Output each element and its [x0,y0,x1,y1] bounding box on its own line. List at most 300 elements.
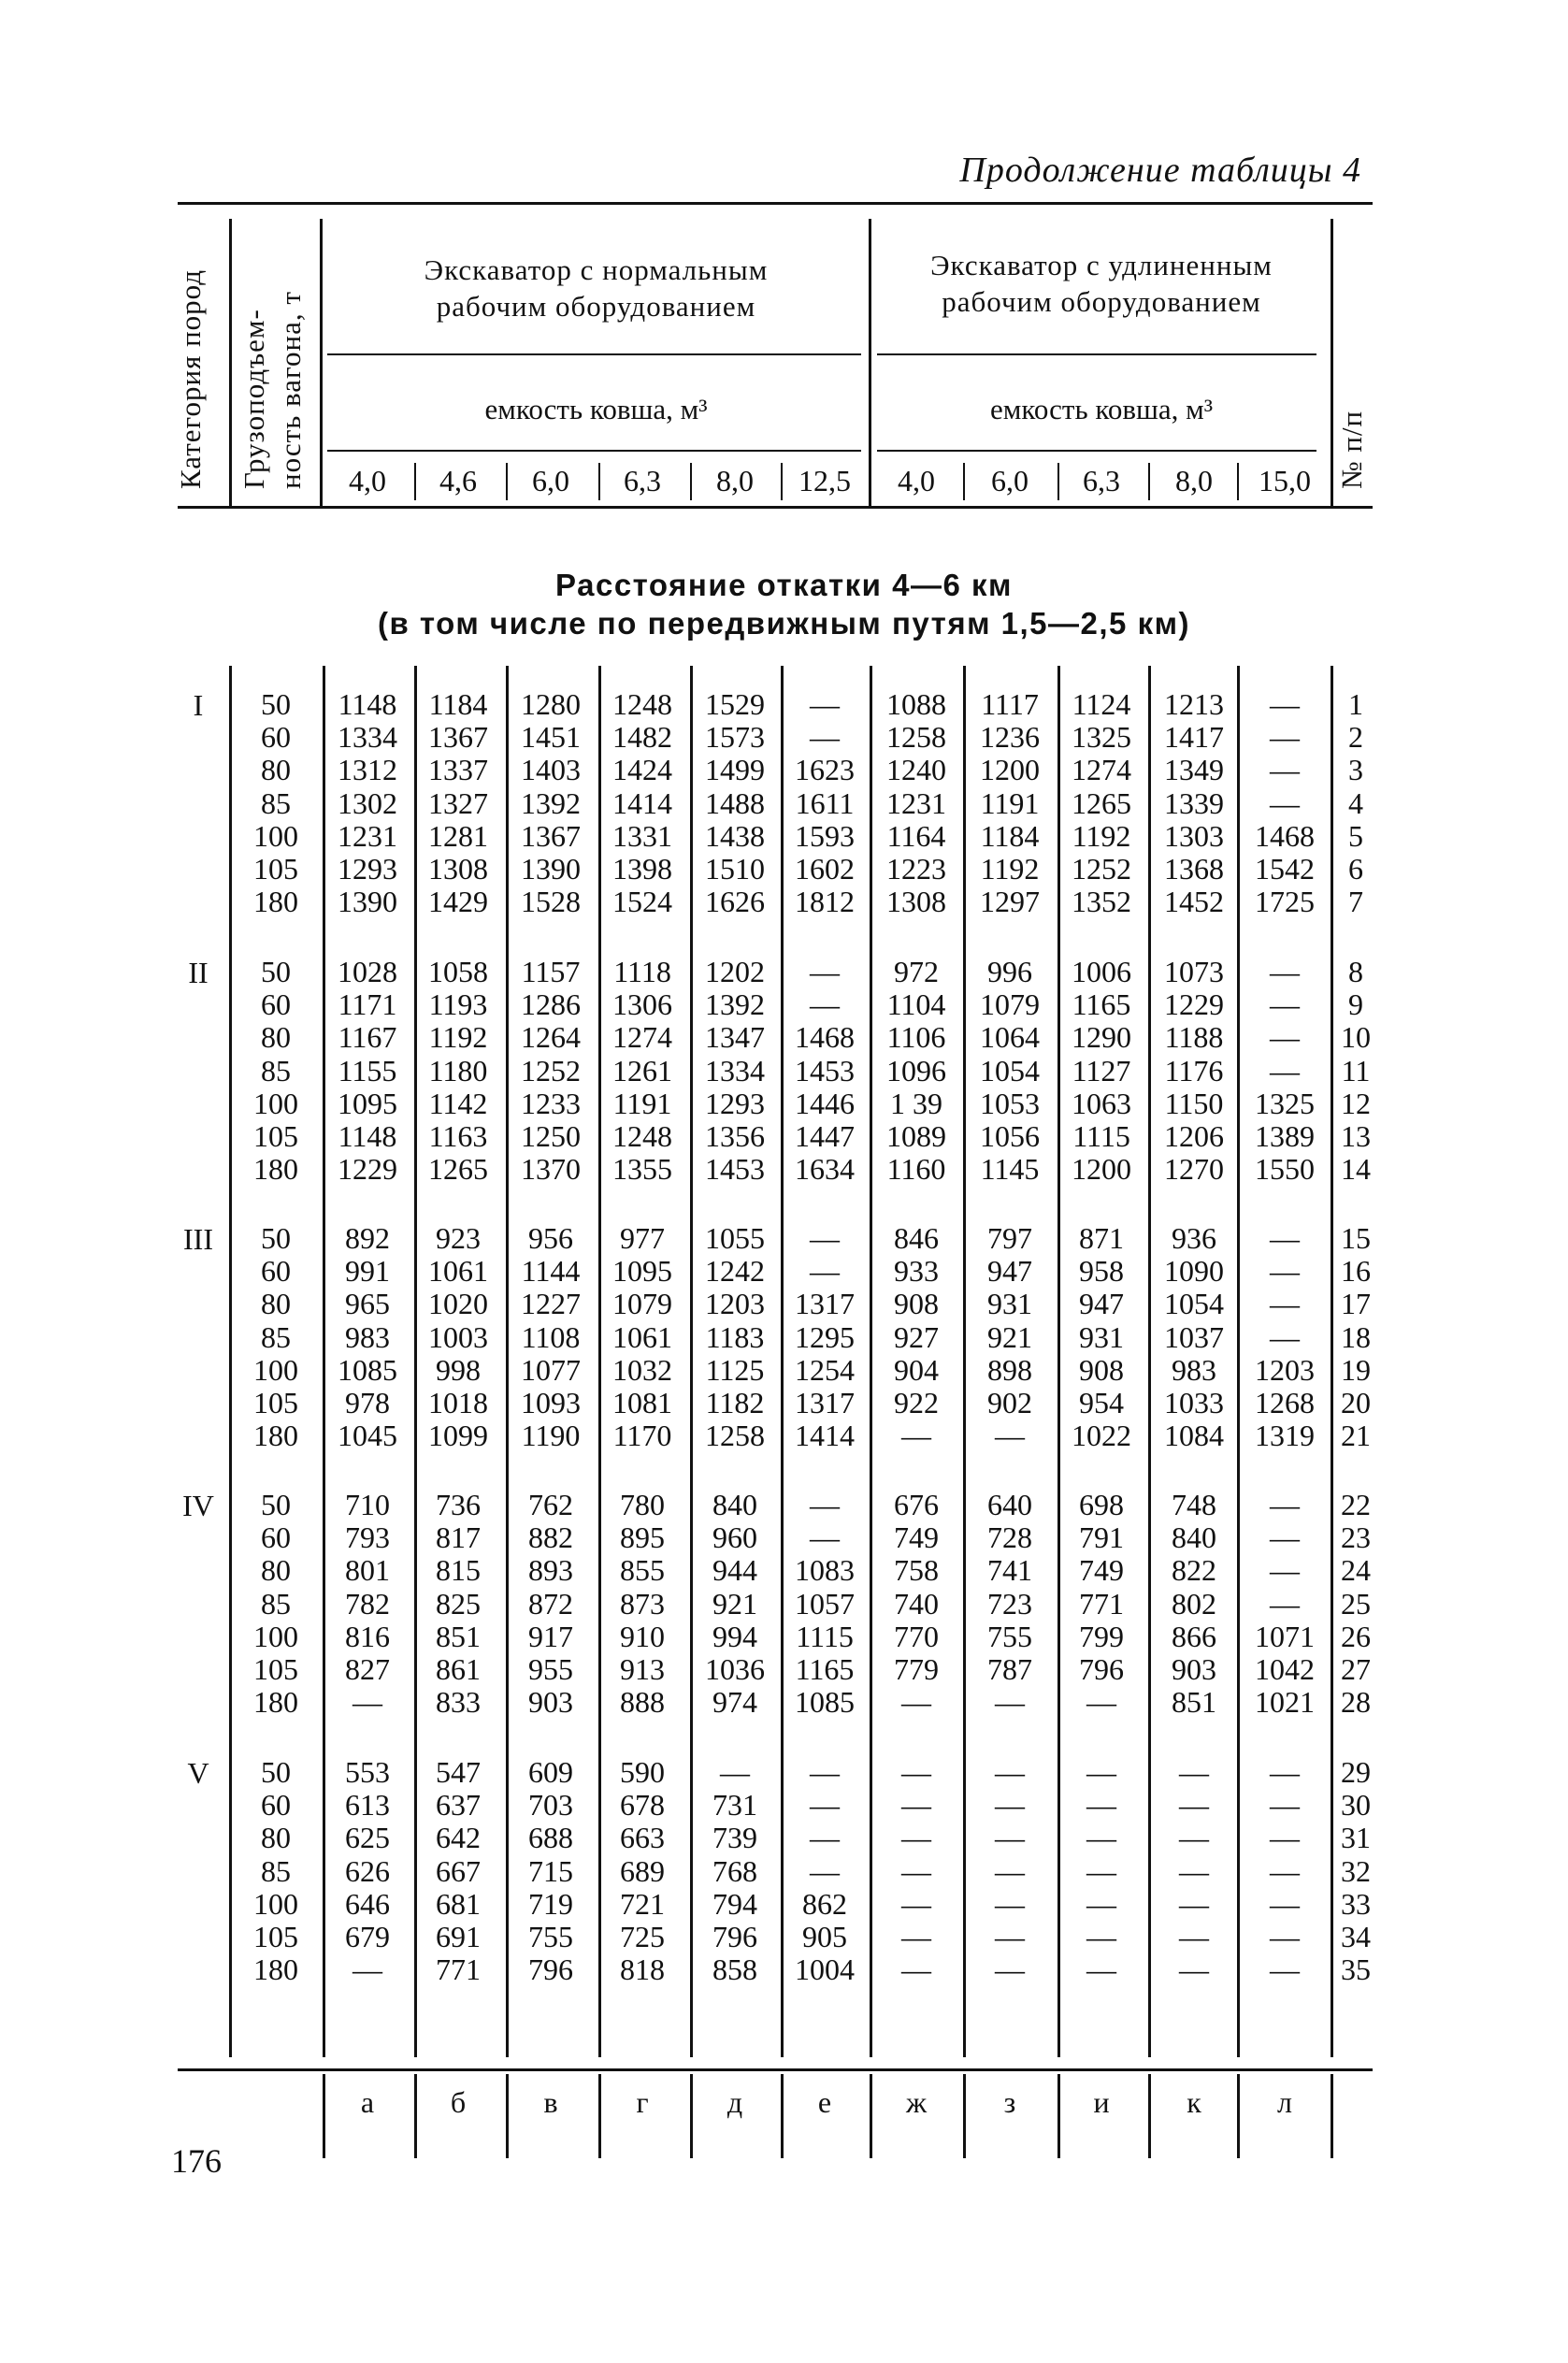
table-cell: 1725 [1255,885,1315,919]
wagon-capacity-value: 105 [253,1920,298,1953]
table-cell: 1055 [705,1221,765,1255]
row-number: 28 [1341,1685,1371,1720]
table-cell: 1144 [521,1254,581,1289]
wagon-capacity-value: 180 [253,1952,298,1987]
table-cell: 994 [712,1619,757,1653]
column-letter: б [450,2085,467,2119]
wagon-capacity-value: 85 [261,1853,291,1888]
table-cell: 626 [345,1853,390,1888]
table-cell: 1183 [705,1319,765,1354]
table-cell: 679 [345,1920,390,1953]
table-cell: 1290 [1072,1020,1131,1055]
capacity-header-line1: Грузоподъем- [237,309,270,489]
footer-separator [1148,2074,1151,2158]
table-cell: 1028 [338,955,397,988]
page-number: 176 [171,2142,222,2180]
table-cell: 590 [620,1755,665,1789]
table-cell: — [1270,785,1300,820]
wagon-capacity-value: 80 [261,1287,291,1321]
table-cell: 1452 [1164,885,1224,919]
table-cell: — [995,1853,1025,1888]
table-cell: 1403 [521,753,581,787]
table-cell: 1453 [705,1152,765,1187]
table-cell: 723 [987,1586,1032,1621]
bucket-capacity-header-extended: емкость ковша, м³ [990,393,1213,425]
wagon-capacity-value: 100 [253,1619,298,1653]
table-cell: 1155 [338,1053,397,1088]
table-cell: — [1270,1254,1300,1289]
category-column-header: Категория пород [174,268,207,489]
table-cell: 983 [1172,1352,1216,1387]
table-cell: 1370 [521,1152,581,1187]
table-cell: 1268 [1255,1386,1315,1419]
wagon-capacity-value: 100 [253,818,298,853]
table-cell: 1524 [612,885,672,919]
table-cell: 898 [987,1352,1032,1387]
bucket-size-value: 6,0 [991,464,1029,497]
table-cell: 719 [528,1886,573,1921]
table-cell: 840 [1172,1520,1216,1555]
table-cell: 1021 [1255,1685,1315,1720]
wagon-capacity-value: 180 [253,885,298,919]
table-cell: 818 [620,1952,665,1987]
table-cell: 1054 [980,1053,1040,1088]
table-cell: 1398 [612,852,672,886]
table-cell: 851 [436,1619,481,1653]
wagon-capacity-value: 60 [261,720,291,755]
table-cell: 827 [345,1652,390,1686]
table-cell: — [1270,753,1300,787]
table-cell: 908 [894,1287,939,1321]
table-cell: 1203 [1255,1352,1315,1387]
table-cell: 931 [1079,1319,1124,1354]
table-cell: 1368 [1164,852,1224,886]
section-title: Расстояние откатки 4—6 км (в том числе по передвижным путям 1,5—2,5 км) [377,568,1190,641]
table-cell: 902 [987,1386,1032,1419]
table-cell: 1233 [521,1086,581,1120]
table-cell: 1240 [886,753,946,787]
table-cell: 1079 [980,987,1040,1022]
wagon-capacity-value: 180 [253,1685,298,1720]
table-cell: 816 [345,1619,390,1653]
table-cell: 1447 [795,1119,855,1153]
table-cell: 1319 [1255,1419,1315,1453]
table-cell: — [1270,1755,1300,1789]
header-divider [320,219,323,506]
table-cell: 1392 [521,785,581,820]
table-cell: 1058 [428,955,488,988]
table-cell: — [1179,1920,1209,1953]
table-cell: — [901,1685,931,1720]
table-cell: 780 [620,1488,665,1521]
table-cell: — [1086,1685,1116,1720]
table-cell: — [810,1853,840,1888]
bucket-separator [963,463,965,500]
group-divider-rule [327,353,861,355]
table-cell: 749 [1079,1553,1124,1588]
table-cell: 1602 [795,852,855,886]
table-cell: 947 [1079,1287,1124,1321]
table-cell: — [810,1788,840,1823]
table-cell: 974 [712,1685,757,1720]
wagon-capacity-value: 50 [261,1221,291,1255]
table-cell: 642 [436,1821,481,1855]
table-cell: — [1270,1952,1300,1987]
table-cell: 1468 [795,1020,855,1055]
table-cell: 1623 [795,753,855,787]
table-cell: 1451 [521,720,581,755]
table-cell: 1258 [705,1419,765,1453]
normal-excavator-header: Экскаватор с нормальным рабочим оборудованием [424,253,769,323]
table-cell: 871 [1079,1221,1124,1255]
table-cell: 851 [1172,1685,1216,1720]
table-cell: 1079 [612,1287,672,1321]
table-cell: 861 [436,1652,481,1686]
table-cell: 1280 [521,687,581,721]
table-cell: 1160 [886,1152,946,1187]
wagon-capacity-value: 50 [261,955,291,988]
table-cell: 1229 [338,1152,397,1187]
table-cell: 703 [528,1788,573,1823]
table-cell: — [810,720,840,755]
table-cell: 1347 [705,1020,765,1055]
table-cell: 1150 [1164,1086,1224,1120]
table-cell: 913 [620,1652,665,1686]
row-number: 15 [1341,1221,1371,1255]
row-number: 29 [1341,1755,1371,1789]
table-cell: — [901,1952,931,1987]
table-cell: 931 [987,1287,1032,1321]
table-cell: 1317 [795,1386,855,1419]
table-cell: 960 [712,1520,757,1555]
table-cell: 882 [528,1520,573,1555]
column-letter: е [817,2085,832,2119]
column-line [229,666,232,2057]
table-cell: 787 [987,1652,1032,1686]
table-cell: 796 [712,1920,757,1953]
table-cell: 1184 [980,818,1040,853]
table-cell: — [1270,1520,1300,1555]
row-number: 4 [1348,785,1363,820]
table-cell: 910 [620,1619,665,1653]
table-cell: 1550 [1255,1152,1315,1187]
table-cell: 663 [620,1821,665,1855]
header-divider [869,219,871,506]
table-cell: 646 [345,1886,390,1921]
table-cell: 1022 [1072,1419,1131,1453]
wagon-capacity-value: 100 [253,1886,298,1921]
table-cell: 770 [894,1619,939,1653]
table-cell: 903 [1172,1652,1216,1686]
footer-separator [506,2074,509,2158]
table-cell: 1088 [886,687,946,721]
column-letter: а [360,2085,375,2119]
table-cell: — [901,1853,931,1888]
table-cell: 1095 [338,1086,397,1120]
table-cell: 1499 [705,753,765,787]
table-cell: 779 [894,1652,939,1686]
wagon-capacity-value: 80 [261,1020,291,1055]
table-cell: 739 [712,1821,757,1855]
table-cell: 1203 [705,1287,765,1321]
table-cell: 799 [1079,1619,1124,1653]
wagon-capacity-value: 60 [261,1254,291,1289]
table-cell: 1054 [1164,1287,1224,1321]
table-cell: 1096 [886,1053,946,1088]
table-cell: — [1179,1755,1209,1789]
table-cell: 1231 [886,785,946,820]
table-cell: 1334 [338,720,397,755]
table-cell: 1115 [1072,1119,1130,1153]
table-cell: 1073 [1164,955,1224,988]
table-cell: 1392 [705,987,765,1022]
table-cell: 1176 [1164,1053,1224,1088]
row-number: 22 [1341,1488,1371,1521]
table-cell: 1265 [1072,785,1131,820]
table-cell: 1258 [886,720,946,755]
table-cell: 1142 [428,1086,488,1120]
wagon-capacity-value: 85 [261,1319,291,1354]
table-cell: 888 [620,1685,665,1720]
row-number: 23 [1341,1520,1371,1555]
table-cell: — [1270,1319,1300,1354]
row-number: 19 [1341,1352,1371,1387]
table-cell: 921 [712,1586,757,1621]
wagon-capacity-value: 105 [253,1119,298,1153]
table-cell: 1529 [705,687,765,721]
row-number: 9 [1348,987,1363,1022]
bucket-separator [1057,463,1059,500]
row-number: 8 [1348,955,1363,988]
table-cell: 1229 [1164,987,1224,1022]
table-cell: 1355 [612,1152,672,1187]
footer-separator [598,2074,601,2158]
extended-excavator-header: Экскаватор с удлиненным рабочим оборудованием [930,249,1273,318]
bucket-size-value: 6,0 [532,464,569,497]
table-cell: — [1179,1788,1209,1823]
table-cell: 866 [1172,1619,1216,1653]
column-letter: в [543,2085,558,2119]
bucket-size-value: 4,6 [439,464,477,497]
table-cell: — [1179,1853,1209,1888]
table-cell: 1188 [1164,1020,1224,1055]
table-cell: 921 [987,1319,1032,1354]
bucket-separator [414,463,416,500]
table-cell: 762 [528,1488,573,1521]
table-cell: — [995,1920,1025,1953]
row-number-header: № п/п [1335,410,1368,489]
table-cell: 1089 [886,1119,946,1153]
table-cell: 817 [436,1520,481,1555]
table-cell: — [1270,1788,1300,1823]
table-cell: 846 [894,1221,939,1255]
table-cell: 956 [528,1221,573,1255]
table-cell: — [1270,1053,1300,1088]
table-cell: 1356 [705,1119,765,1153]
table-cell: 977 [620,1221,665,1255]
table-cell: 893 [528,1553,573,1588]
table-cell: — [901,1920,931,1953]
table-cell: 1453 [795,1053,855,1088]
row-number: 14 [1341,1152,1371,1187]
table-cell: 955 [528,1652,573,1686]
table-cell: 1352 [1072,885,1131,919]
table-cell: 749 [894,1520,939,1555]
table-cell: 1018 [428,1386,488,1419]
table-cell: 691 [436,1920,481,1953]
table-cell: 782 [345,1586,390,1621]
table-cell: 958 [1079,1254,1124,1289]
table-cell: 978 [345,1386,390,1419]
table-cell: — [1179,1821,1209,1855]
table-cell: 972 [894,955,939,988]
table-cell: 895 [620,1520,665,1555]
table-cell: 710 [345,1488,390,1521]
table-cell: 791 [1079,1520,1124,1555]
footer-separator [963,2074,966,2158]
table-cell: 1252 [1072,852,1131,886]
table-cell: 991 [345,1254,390,1289]
table-cell: 667 [436,1853,481,1888]
table-cell: 1036 [705,1652,765,1686]
table-cell: — [901,1755,931,1789]
table-cell: 1095 [612,1254,672,1289]
header-divider [1331,219,1333,506]
bucket-separator [598,463,600,500]
table-cell: 1192 [1072,818,1131,853]
row-number: 12 [1341,1086,1371,1120]
table-cell: — [1270,1488,1300,1521]
bucket-size-value: 6,3 [624,464,661,497]
table-cell: 1202 [705,955,765,988]
table-cell: — [1179,1952,1209,1987]
table-cell: 1213 [1164,687,1224,721]
bucket-separator [506,463,508,500]
wagon-capacity-value: 105 [253,1386,298,1419]
table-cell: 1206 [1164,1119,1224,1153]
table-cell: 1148 [338,687,397,721]
table-cell: 1164 [886,818,946,853]
table-cell: 1248 [612,687,672,721]
table-cell: 1424 [612,753,672,787]
bucket-capacity-header-normal: емкость ковша, м³ [484,393,708,425]
row-number: 21 [1341,1419,1371,1453]
table-cell: 553 [345,1755,390,1789]
table-cell: 1438 [705,818,765,853]
table-cell: 681 [436,1886,481,1921]
rock-category-label: V [187,1756,209,1790]
table-cell: 1191 [612,1086,672,1120]
wagon-capacity-value: 85 [261,1586,291,1621]
table-cell: 1573 [705,720,765,755]
table-cell: 1099 [428,1419,488,1453]
table-cell: — [995,1419,1025,1453]
table-cell: 1302 [338,785,397,820]
wagon-capacity-value: 180 [253,1152,298,1187]
table-cell: 933 [894,1254,939,1289]
table-cell: 873 [620,1586,665,1621]
table-cell: 1367 [521,818,581,853]
table-cell: — [1086,1788,1116,1823]
bucket-size-value: 8,0 [716,464,754,497]
bucket-size-value: 6,3 [1083,464,1120,497]
table-cell: — [810,955,840,988]
table-cell: 1325 [1072,720,1131,755]
table-cell: 1254 [795,1352,855,1387]
row-number: 10 [1341,1020,1371,1055]
table-cell: — [1270,987,1300,1022]
row-number: 6 [1348,852,1363,886]
table-cell: 944 [712,1553,757,1588]
table-cell: 725 [620,1920,665,1953]
table-cell: 689 [620,1853,665,1888]
column-letter: к [1187,2085,1201,2119]
table-cell: 1227 [521,1287,581,1321]
row-number: 20 [1341,1386,1371,1419]
wagon-capacity-value: 60 [261,1520,291,1555]
group-divider-rule [877,353,1316,355]
table-cell: — [1179,1886,1209,1921]
table-cell: 1339 [1164,785,1224,820]
table-cell: 1163 [428,1119,488,1153]
wagon-capacity-value: 105 [253,1652,298,1686]
row-number: 32 [1341,1853,1371,1888]
row-number: 3 [1348,753,1363,787]
column-letter: г [636,2085,649,2119]
table-cell: 728 [987,1520,1032,1555]
column-letter: д [726,2085,743,2119]
capacity-header-line2: ность вагона, т [274,291,307,489]
row-number: 30 [1341,1788,1371,1823]
footer-separator [1237,2074,1240,2158]
table-cell: 903 [528,1685,573,1720]
header-top-rule [178,202,1373,205]
wagon-capacity-value: 50 [261,1755,291,1789]
table-cell: 840 [712,1488,757,1521]
footer-separator [323,2074,325,2158]
table-cell: 755 [987,1619,1032,1653]
table-cell: 1108 [521,1319,581,1354]
bucket-size-value: 4,0 [898,464,935,497]
table-cell: 1295 [795,1319,855,1354]
table-cell: 1242 [705,1254,765,1289]
bucket-separator [781,463,783,500]
table-cell: 922 [894,1386,939,1419]
table-cell: — [901,1788,931,1823]
row-number: 5 [1348,818,1363,853]
row-number: 2 [1348,720,1363,755]
table-cell: 1125 [705,1352,765,1387]
table-cell: 1634 [795,1152,855,1187]
table-cell: 625 [345,1821,390,1855]
table-cell: 1468 [1255,818,1315,853]
table-cell: 1064 [980,1020,1040,1055]
table-cell: 927 [894,1319,939,1354]
table-cell: 872 [528,1586,573,1621]
row-number: 34 [1341,1920,1371,1953]
row-number: 1 [1348,687,1363,721]
table-continuation-label: Продолжение таблицы 4 [959,151,1361,190]
table-cell: — [810,1254,840,1289]
table-cell: 1061 [612,1319,672,1354]
table-cell: 983 [345,1319,390,1354]
table-cell: 1414 [612,785,672,820]
table-cell: 1042 [1255,1652,1315,1686]
table-cell: — [352,1952,382,1987]
table-cell: 1085 [338,1352,397,1387]
table-cell: 1812 [795,885,855,919]
table-cell: 1274 [1072,753,1131,787]
